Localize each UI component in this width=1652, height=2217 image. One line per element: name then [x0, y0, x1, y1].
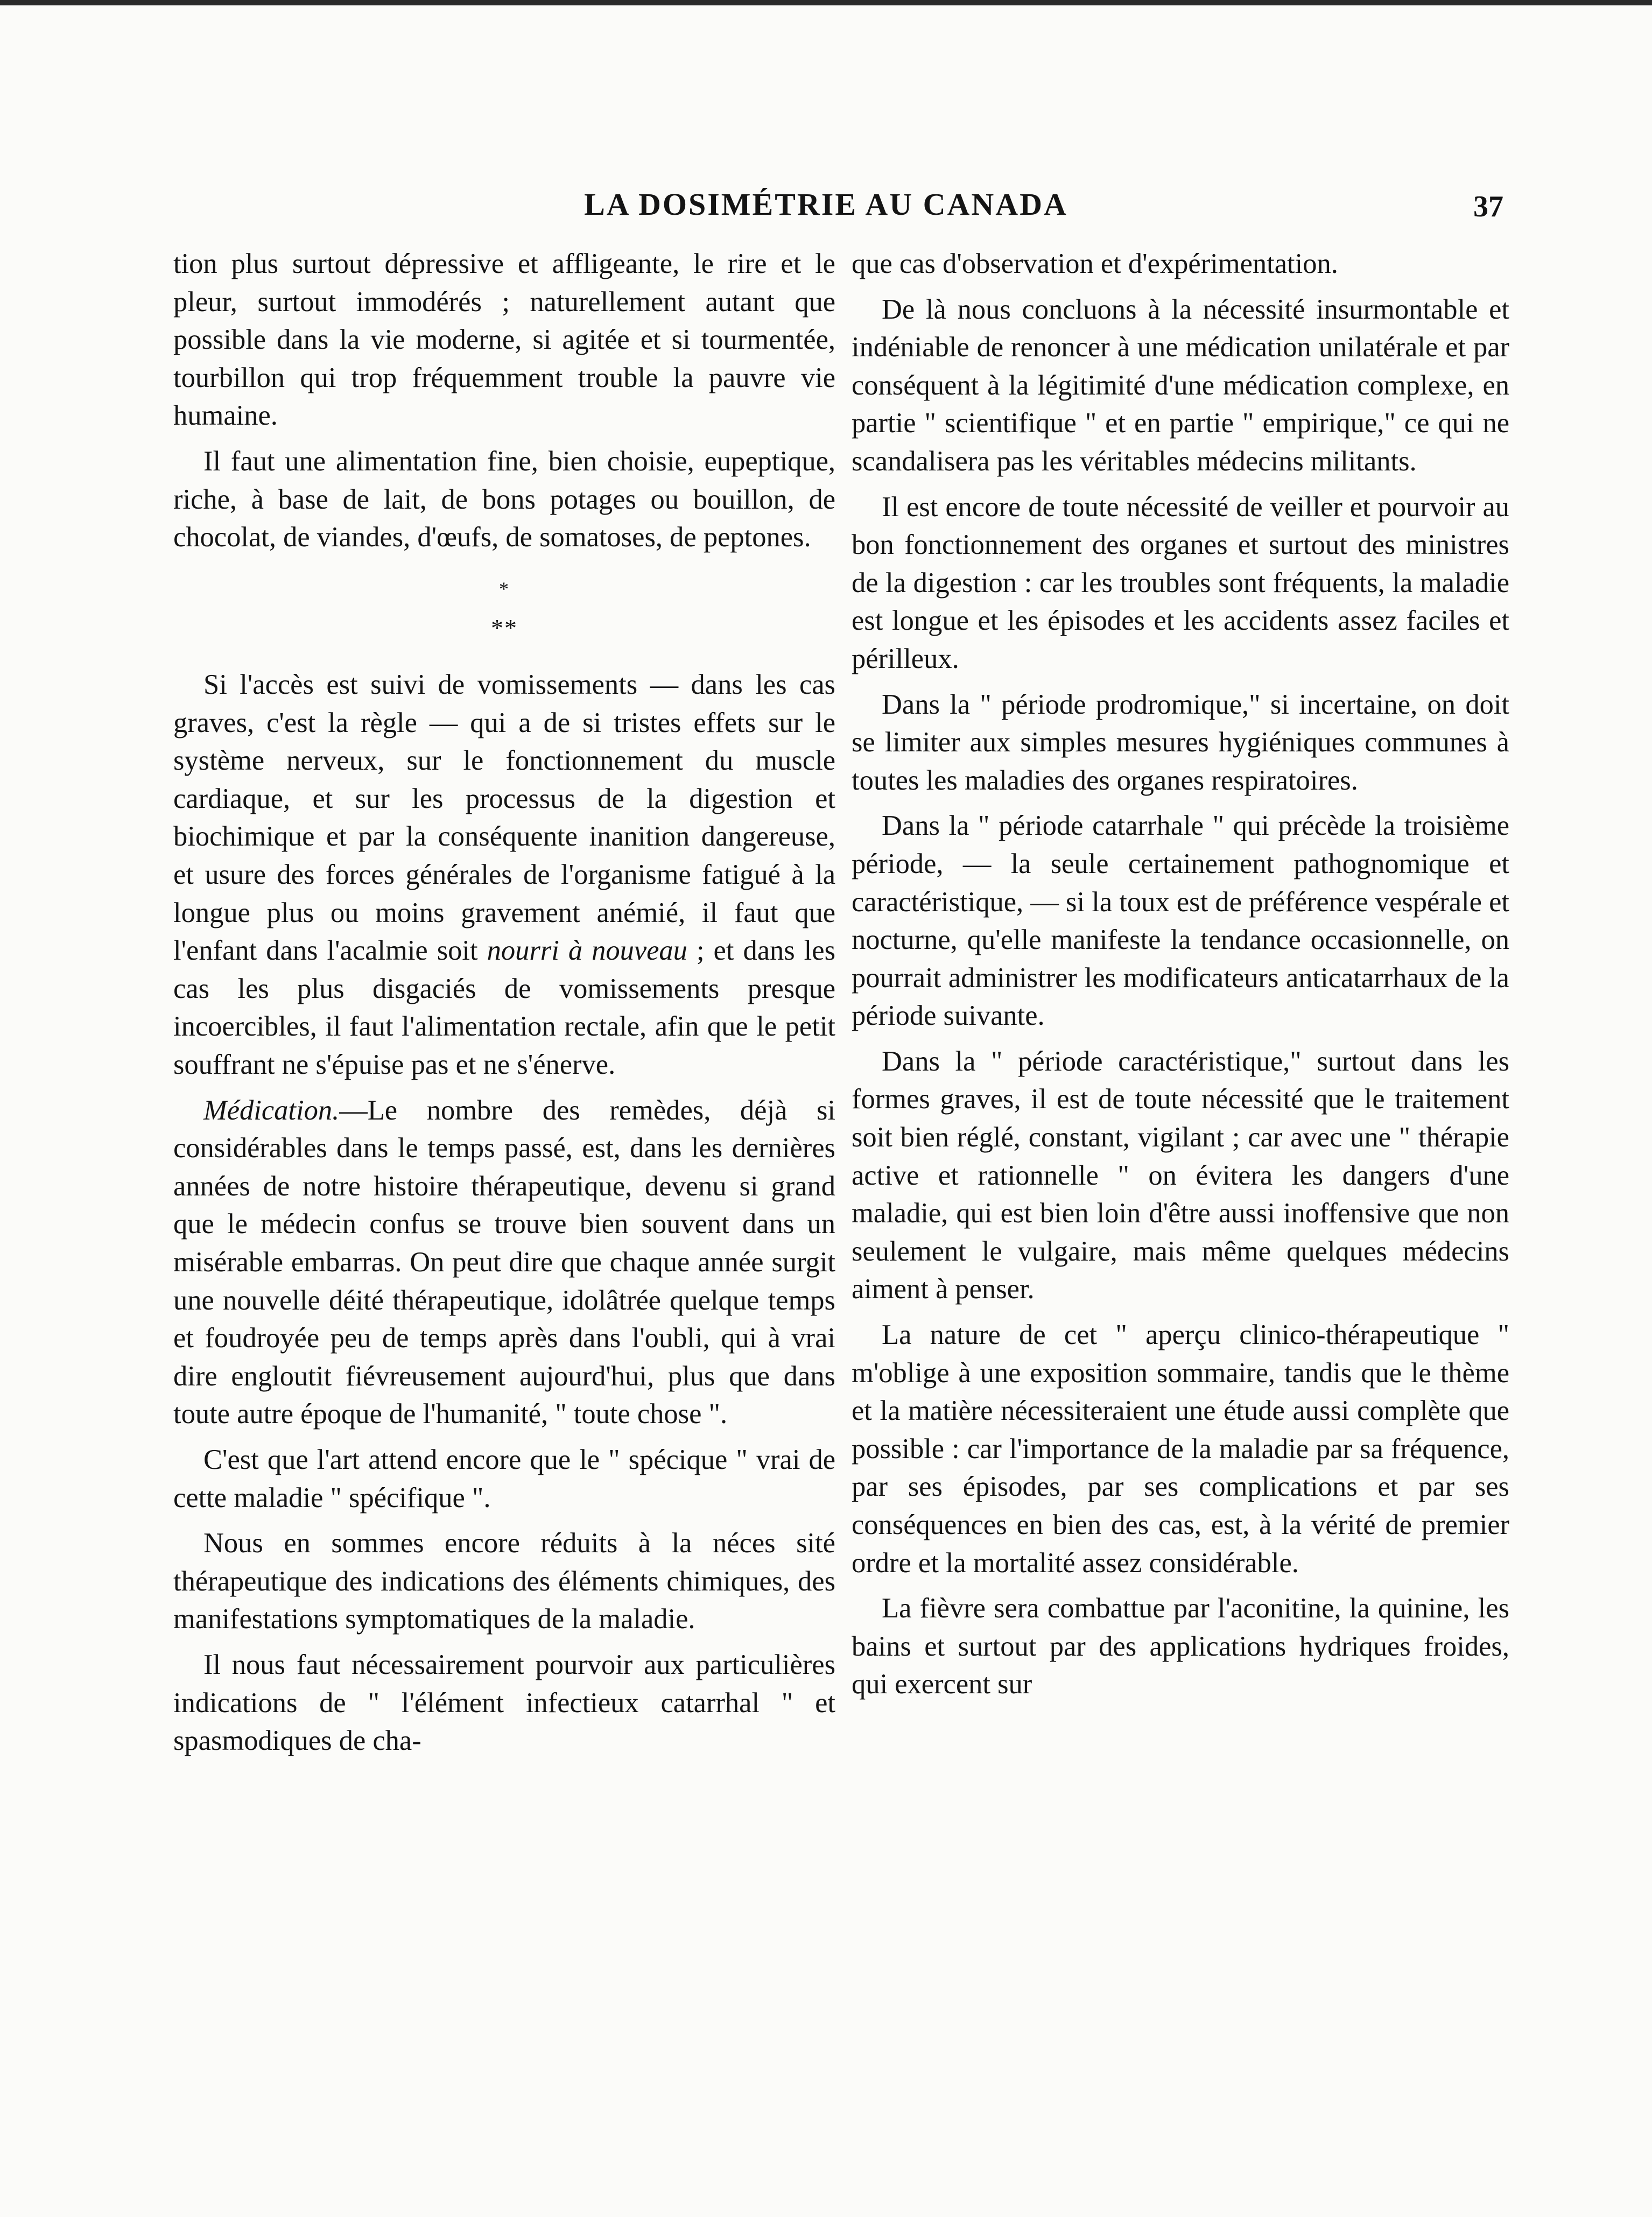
paragraph: Il faut une alimentation fine, bien choisie, eupeptique, riche, à base de lait, de bons potages ou bouillon, de chocolat, de viandes, d'œufs, de somatoses, de peptones. — [173, 445, 835, 553]
paragraph: Nous en sommes encore réduits à la néces sité thérapeutique des indications des éléments chimiques, des manifestations symptomatiques de la maladie. — [173, 1528, 835, 1635]
paragraph: Dans la " période caractéristique," surtout dans les formes graves, il est de toute nécessité que le traitement soit bien réglé, constant, vigilant ; car avec une " thérapie active et rationnelle " on évitera les dangers d'une maladie, qui est bien loin d'être aussi inoffensive que non seulement le vulgaire, mais même quelques médecins aiment à penser. — [852, 1045, 1509, 1305]
paragraph: Il nous faut nécessairement pourvoir aux particulières indications de " l'élément infectieux catarrhal " et spasmodiques de cha- — [173, 1649, 835, 1757]
page-number: 37 — [1473, 190, 1503, 223]
paragraph: C'est que l'art attend encore que le " spécique " vrai de cette maladie " spécifique ". — [173, 1444, 835, 1514]
right-column — [852, 245, 1509, 1711]
paragraph-text: Si l'accès est suivi de vomissements — dans les cas graves, c'est la règle — qui a de si tristes effets sur le système nerveux, sur le fonctionnement du muscle cardiaque, et sur les processus de la digestion et biochimique et par la conséquente inanition dangereuse, et usure des forces générales de l'organisme fatigué à la longue plus ou moins gravement anémié, il faut que l'enfant dans l'acalmie soit — [173, 669, 835, 967]
paragraph: Dans la " période catarrhale " qui précède la troisième période, — la seule certainement pathognomique et caractéristique, — si la toux est de préférence vespérale et nocturne, qu'elle manifeste la tendance occasionnelle, on pourrait administrer les modificateurs anticatarrhaux de la période suivante. — [852, 810, 1509, 1032]
paragraph: tion plus surtout dépressive et affligeante, le rire et le pleur, surtout immodérés ; naturellement autant que possible dans la vie moderne, si agitée et si tourmentée, tourbillon qui trop fréquemment trouble la pauvre vie humaine. — [173, 248, 835, 432]
left-column — [173, 245, 835, 1768]
italic-phrase: nourri à nouveau — [487, 935, 687, 967]
running-header — [0, 183, 1652, 231]
asterism-top: * — [499, 578, 510, 600]
paragraph — [173, 666, 835, 1084]
paragraph-text: —Le nombre des remèdes, déjà si considérables dans le temps passé, est, dans les dernières années de notre histoire thérapeutique, devenu si grand que le médecin confus se trouve bien souvent dans un misérable embarras. On peut dire que chaque année surgit une nouvelle déité thérapeutique, idolâtrée quelque temps et foudroyée peu de temps après dans l'oubli, qui à vrai dire engloutit fiévreusement aujourd'hui, plus que dans toute autre époque de l'humanité, " toute chose ". — [173, 1094, 835, 1430]
paragraph: Dans la " période prodromique," si incertaine, on doit se limiter aux simples mesures hygiéniques communes à toutes les maladies des organes respiratoires. — [852, 688, 1509, 796]
section-ornament — [173, 573, 835, 644]
top-rule — [0, 0, 1652, 5]
paragraph: La fièvre sera combattue par l'aconitine, la quinine, les bains et surtout par des applications hydriques froides, qui exercent sur — [852, 1593, 1509, 1700]
paragraph — [173, 1092, 835, 1433]
paragraph: Il est encore de toute nécessité de veiller et pourvoir au bon fonctionnement des organes et surtout des ministres de la digestion : car les troubles sont fréquents, la maladie est longue et les épisodes et les accidents assez faciles et périlleux. — [852, 491, 1509, 674]
paragraph-text: ; et dans les cas les plus disgaciés de vomissements presque incoercibles, il faut l'alimentation rectale, afin que le petit souffrant ne s'épuise pas et ne s'énerve. — [173, 935, 836, 1081]
paragraph: La nature de cet " aperçu clinico-thérapeutique " m'oblige à une exposition sommaire, tandis que le thème et la matière nécessiteraient une étude aussi complète que possible : car l'importance de la maladie par sa fréquence, par ses épisodes, par ses complications et par ses conséquences en bien des cas, est, à la vérité de premier ordre et la mortalité assez considérable. — [852, 1319, 1509, 1579]
section-heading: Médication. — [203, 1094, 340, 1126]
paragraph: que cas d'observation et d'expérimentation. — [852, 248, 1338, 279]
paragraph: De là nous concluons à la nécessité insurmontable et indéniable de renoncer à une médication unilatérale et par conséquent à la légitimité d'une médication complexe, en partie " scientifique " et en partie " empirique," ce qui ne scandalisera pas les véritables médecins militants. — [852, 293, 1509, 477]
asterism-bottom: ** — [491, 614, 518, 642]
running-title: LA DOSIMÉTRIE AU CANADA — [584, 187, 1068, 222]
